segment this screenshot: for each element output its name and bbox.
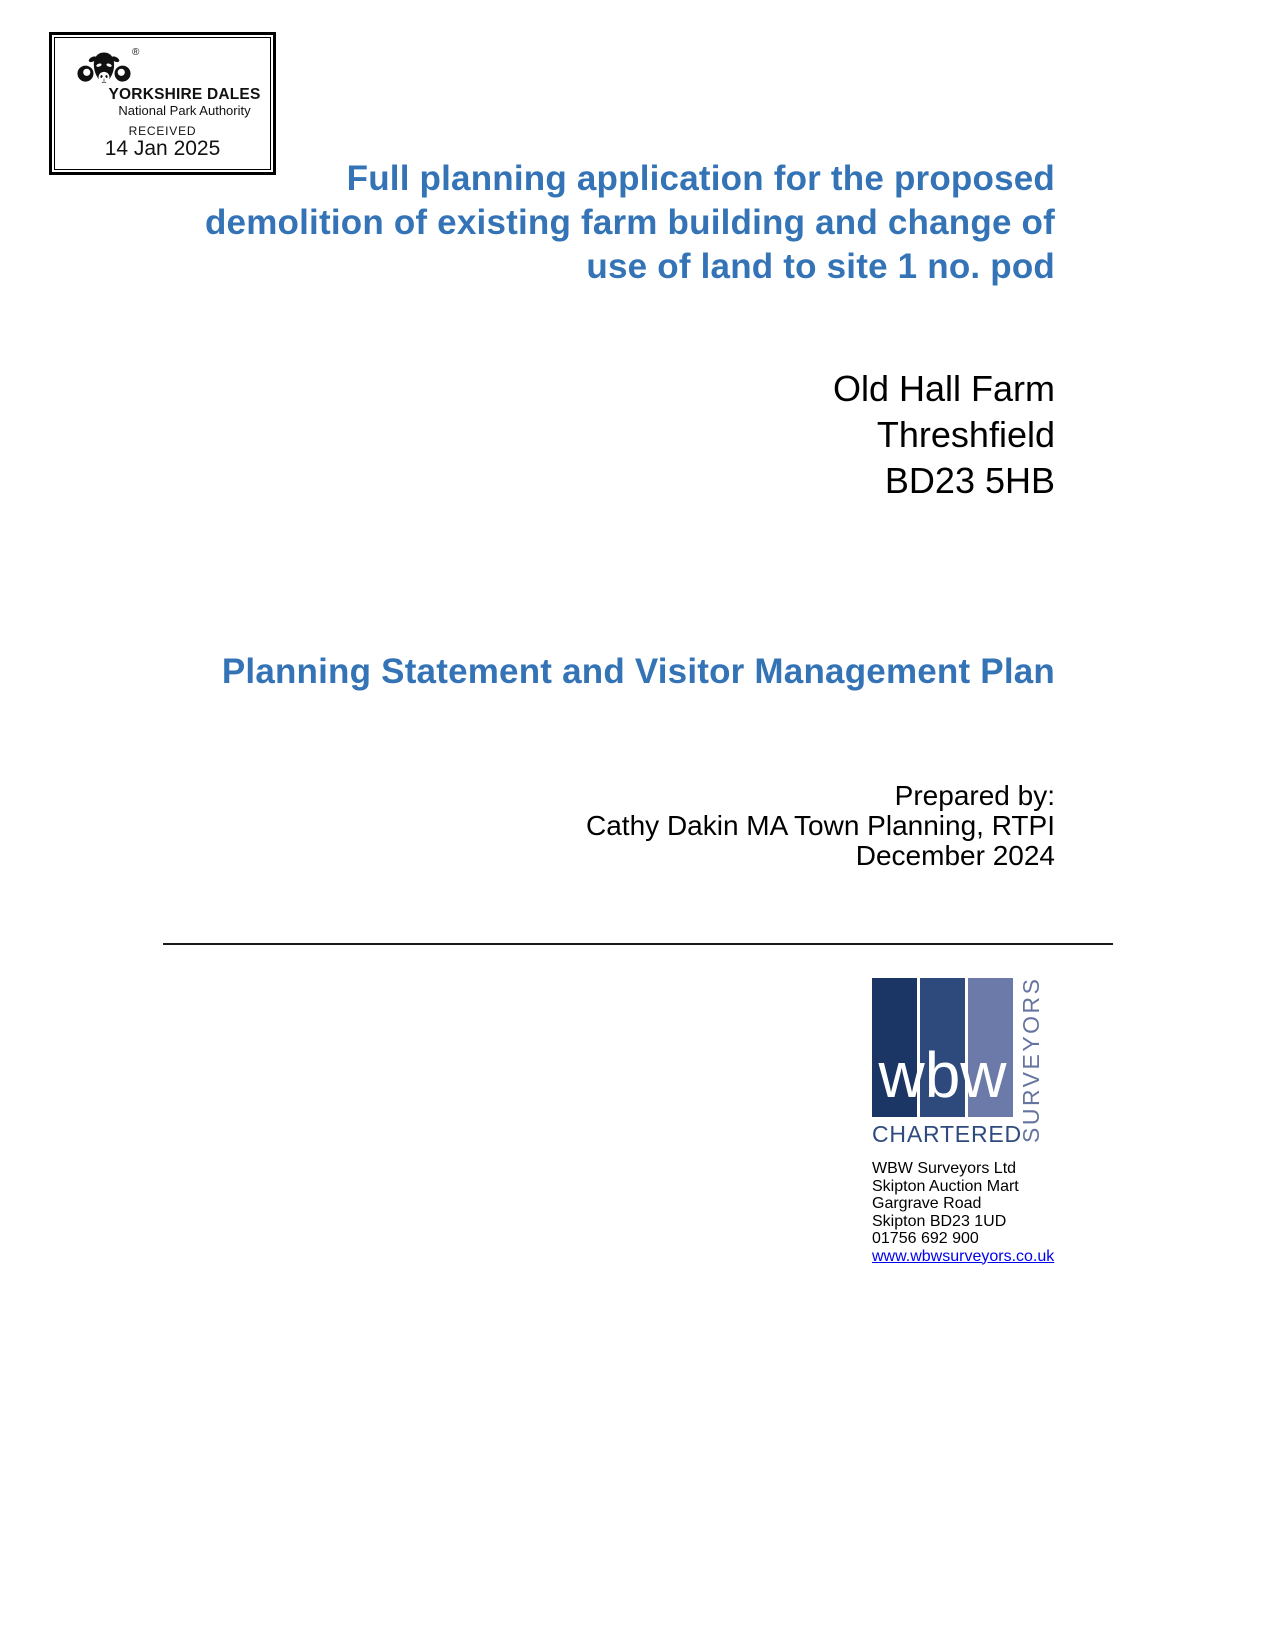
received-stamp — [49, 32, 276, 175]
prepared-by-date: December 2024 — [855, 840, 1055, 871]
received-stamp-inner-border — [54, 37, 271, 170]
wbw-logo-bars — [872, 978, 1013, 1117]
firm-address-block — [872, 1160, 1054, 1265]
stamp-received-label: RECEIVED — [128, 124, 197, 138]
prepared-by-author: Cathy Dakin MA Town Planning, RTPI — [586, 810, 1055, 841]
document-title-line: use of land to site 1 no. pod — [586, 247, 1055, 286]
wbw-logo-surveyors: SURVEYORS — [1018, 976, 1044, 1143]
document-title-line: Full planning application for the proposed — [346, 159, 1055, 198]
document-title-line: demolition of existing farm building and change of — [204, 203, 1055, 242]
firm-phone: 01756 692 900 — [872, 1230, 979, 1247]
prepared-by-label: Prepared by: — [894, 780, 1055, 811]
site-address-line: BD23 5HB — [884, 460, 1055, 501]
wbw-logo — [872, 976, 1044, 1148]
site-address-line: Old Hall Farm — [832, 368, 1055, 409]
wbw-logo-chartered: CHARTERED — [872, 1121, 1022, 1147]
firm-address-line: Skipton BD23 1UD — [872, 1212, 1007, 1230]
firm-address-line: WBW Surveyors Ltd — [872, 1160, 1017, 1177]
ram-head-icon — [76, 50, 132, 90]
registered-trademark-icon: ® — [132, 47, 140, 58]
firm-address-line: Gargrave Road — [872, 1195, 982, 1212]
stamp-received-date: 14 Jan 2025 — [104, 137, 221, 160]
firm-website-link[interactable]: www.wbwsurveyors.co.uk — [872, 1247, 1055, 1265]
wbw-logo-letters: wbw — [878, 1039, 1007, 1111]
horizontal-divider — [163, 943, 1113, 945]
document-subtitle: Planning Statement and Visitor Management Plan — [221, 652, 1055, 691]
site-address — [150, 366, 1055, 504]
stamp-org-subtitle: National Park Authority — [118, 103, 251, 118]
document-title — [150, 157, 1055, 289]
stamp-org-name: YORKSHIRE DALES — [108, 86, 261, 103]
prepared-by-block — [150, 781, 1055, 871]
firm-address-line: Skipton Auction Mart — [872, 1177, 1019, 1195]
site-address-line: Threshfield — [876, 414, 1055, 455]
